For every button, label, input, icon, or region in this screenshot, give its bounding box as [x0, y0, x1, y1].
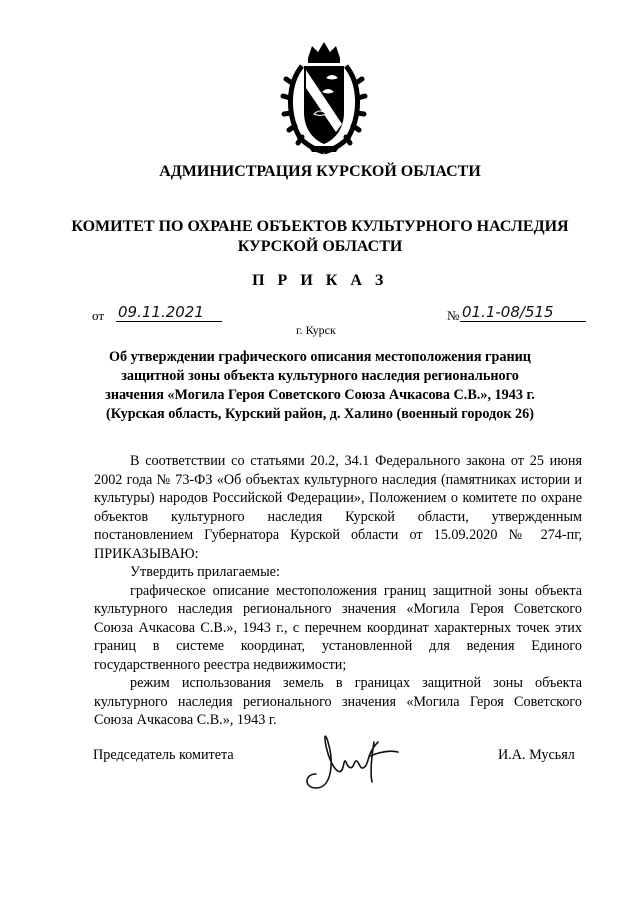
body-paragraph-4: режим использования земель в границах защитной зоны объекта культурного наследия регионального значения «Могила Героя Советского Союза Ачкасова С.В.», 1943 г.	[94, 675, 582, 728]
signatory-role: Председатель комитета	[93, 747, 234, 763]
signatory-name: И.А. Мусьял	[498, 747, 575, 763]
coat-of-arms-icon	[278, 38, 370, 156]
subject-line1: Об утверждении графического описания местоположения границ	[108, 349, 531, 365]
body-paragraph-1: В соответствии со статьями 20.2, 34.1 Федерального закона от 25 июня 2002 года № 73-ФЗ «Об объектах культурного наследия (памятниках истории и культуры) народов Российской Федерации», Положением о комитете по охране объектов культурного наследия Курской области, утвержденным постановлением Губернатора Курской области от 15.09.2020 № 274-пг, ПРИКАЗЫВАЮ:	[94, 453, 582, 562]
body-paragraph-3: графическое описание местоположения границ защитной зоны объекта культурного наследия регионального значения «Могила Героя Советского Союза Ачкасова С.В.», 1943 г., с перечнем координат характерных точек этих границ в системе координат, установленной для ведения Единого государственного реестра недвижимости;	[94, 582, 582, 673]
administration-title: АДМИНИСТРАЦИЯ КУРСКОЙ ОБЛАСТИ	[159, 163, 481, 180]
number-label: №	[447, 308, 460, 323]
subject-line4: (Курская область, Курский район, д. Халино (военный городок 26)	[106, 406, 534, 422]
number-value: 01.1-08/515	[460, 303, 586, 322]
committee-title	[0, 217, 640, 257]
order-body	[94, 452, 582, 730]
signature-icon	[298, 722, 403, 794]
order-subject	[94, 348, 546, 424]
committee-title-line1: КОМИТЕТ ПО ОХРАНЕ ОБЪЕКТОВ КУЛЬТУРНОГО НАСЛЕДИЯ	[71, 218, 569, 235]
subject-line2: защитной зоны объекта культурного наследия регионального	[121, 368, 519, 384]
committee-title-line2: КУРСКОЙ ОБЛАСТИ	[237, 238, 403, 255]
city: г. Курск	[296, 323, 336, 337]
subject-line3: значения «Могила Героя Советского Союза Ачкасова С.В.», 1943 г.	[105, 387, 535, 403]
document-type: П Р И К А З	[252, 272, 388, 289]
date-value: 09.11.2021	[116, 303, 222, 322]
body-paragraph-2: Утвердить прилагаемые:	[130, 564, 280, 580]
date-label: от	[92, 308, 105, 323]
